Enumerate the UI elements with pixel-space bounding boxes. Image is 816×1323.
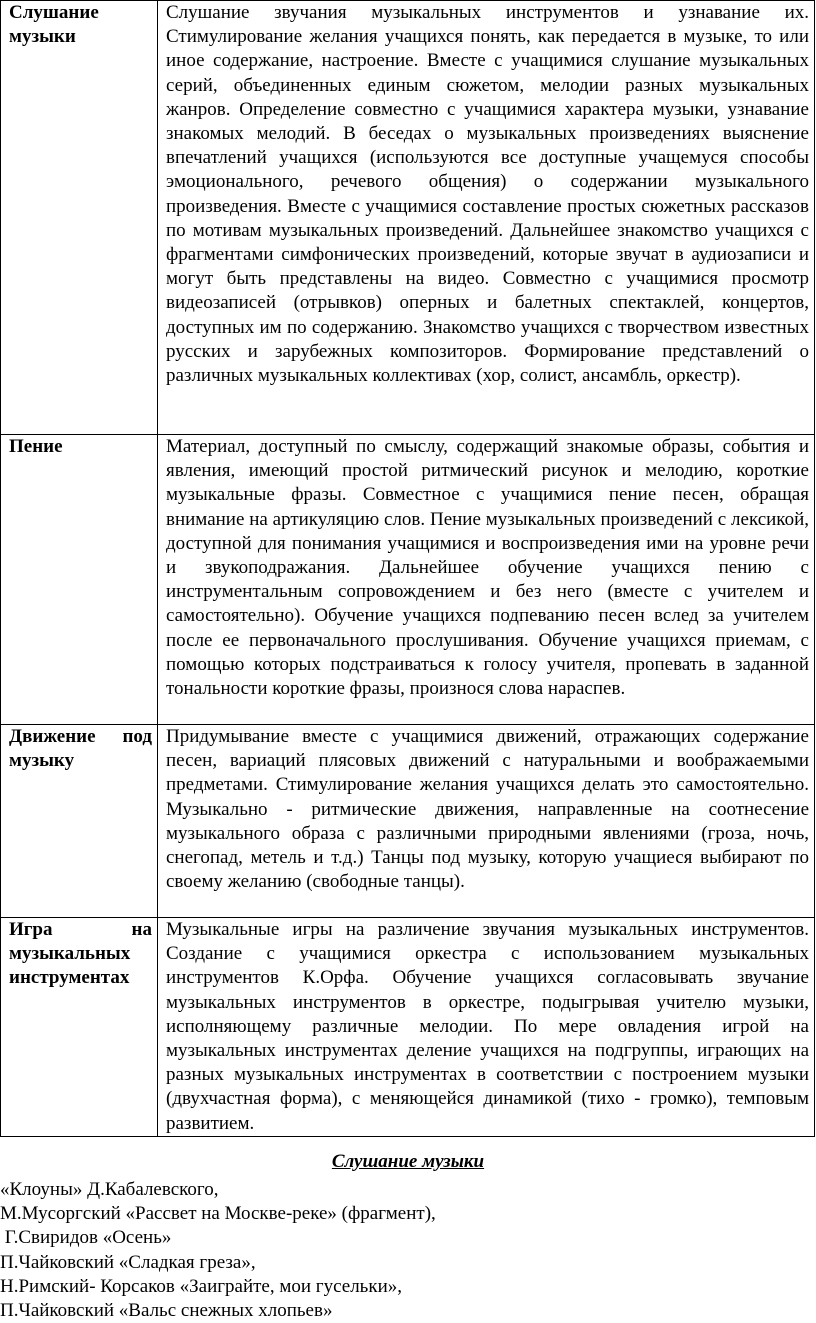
- section-title: Слушание музыки: [331, 1151, 485, 1172]
- list-item: М.Мусоргский «Рассвет на Москве-реке» (фрагмент),: [0, 1203, 436, 1225]
- table-row: [1, 725, 815, 918]
- list-item: П.Чайковский «Вальс снежных хлопьев»: [0, 1300, 333, 1322]
- description-cell: Музыкальные игры на различение звучания музыкальных инструментов. Создание с учащимися оркестра с использованием музыкальных инструментов К.Орфа. Обучение учащихся согласовывать звучание музыкальных инструментов в оркестре, подыгрывая учителю музыки, исполняющему различные мелодии. По мере овладения игрой на музыкальных инструментах деление учащихся на подгруппы, играющих на разных музыкальных инструментах в соответствии с построением музыки (двухчастная форма), с меняющейся динамикой (тихо - громко), темповым развитием.: [158, 918, 815, 1137]
- description-cell: Слушание звучания музыкальных инструментов и узнавание их. Стимулирование желания учащихся понять, как передается в музыке, то или иное содержание, настроение. Вместе с учащимися слушание музыкальных серий, объединенных единым сюжетом, мелодии разных музыкальных жанров. Определение совместно с учащимися характера музыки, узнавание знакомых мелодий. В беседах о музыкальных произведениях выяснение впечатлений учащихся (используются все доступные учащемуся способы эмоционального, речевого общения) о содержании музыкального произведения. Вместе с учащимися составление простых сюжетных рассказов по мотивам музыкальных произведений. Дальнейшее знакомство учащихся с фрагментами симфонических произведений, которые звучат в аудиозаписи и могут быть представлены на видео. Совместно с учащимися просмотр видеозаписей (отрывков) оперных и балетных спектаклей, концертов, доступных им по содержанию. Знакомство учащихся с творчеством известных русских и зарубежных композиторов. Формирование представлений о различных музыкальных коллективах (хор, солист, ансамбль, оркестр).: [158, 1, 815, 435]
- topic-cell: Слушание музыки: [1, 1, 158, 435]
- description-cell: Придумывание вместе с учащимися движений, отражающих содержание песен, вариаций плясовых движений с натуральными и воображаемыми предметами. Стимулирование желания учащихся делать это самостоятельно. Музыкально - ритмические движения, направленные на соотнесение музыкального образа с различными природными явлениями (гроза, ночь, снегопад, метель и т.д.) Танцы под музыку, которую учащиеся выбирают по своему желанию (свободные танцы).: [158, 725, 815, 918]
- list-item: Н.Римский- Корсаков «Заиграйте, мои гусельки»,: [0, 1275, 402, 1297]
- listening-section: [0, 1150, 816, 1323]
- list-item: П.Чайковский «Сладкая греза»,: [0, 1251, 256, 1273]
- table-row: [1, 435, 815, 725]
- table-row: [1, 1, 815, 435]
- table-row: [1, 918, 815, 1137]
- list-item: Г.Свиридов «Осень»: [0, 1227, 172, 1249]
- topic-cell: Движение под музыку: [1, 725, 158, 918]
- description-cell: Материал, доступный по смыслу, содержащий знакомые образы, события и явления, имеющий простой ритмический рисунок и мелодию, короткие музыкальные фразы. Совместное с учащимися пение песен, обращая внимание на артикуляцию слов. Пение музыкальных произведений с лексикой, доступной для понимания учащимися и воспроизведения ими на уровне речи и звукоподражания. Дальнейшее обучение учащихся пению с инструментальным сопровождением и без него (вместе с учителем и самостоятельно). Обучение учащихся подпеванию песен вслед за учителем после ее первоначального прослушивания. Обучение учащихся приемам, с помощью которых подстраиваться к голосу учителя, пропевать в заданной тональности короткие фразы, произнося слова нараспев.: [158, 435, 815, 725]
- topic-cell: Пение: [1, 435, 158, 725]
- topic-cell: Игра на музыкальных инструментах: [1, 918, 158, 1137]
- list-item: «Клоуны» Д.Кабалевского,: [0, 1179, 219, 1200]
